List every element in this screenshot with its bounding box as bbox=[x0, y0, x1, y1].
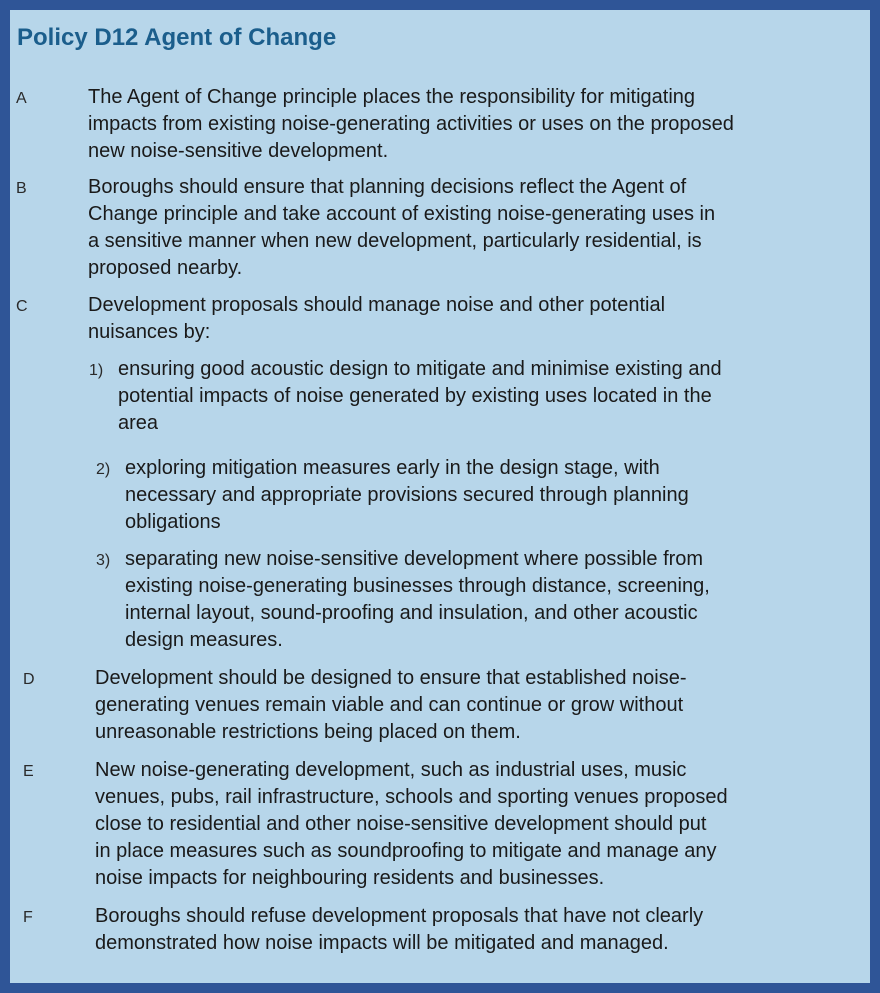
subitem-text bbox=[125, 455, 689, 536]
clause-text bbox=[88, 292, 665, 346]
text-line: design measures. bbox=[125, 629, 283, 651]
text-line: impacts from existing noise-generating activities or uses on the proposed bbox=[88, 113, 734, 135]
text-line: area bbox=[118, 412, 159, 434]
text-line: unreasonable restrictions being placed on them. bbox=[95, 721, 521, 743]
text-line: noise impacts for neighbouring residents and businesses. bbox=[95, 867, 605, 889]
text-line: New noise-generating development, such as industrial uses, music bbox=[95, 759, 687, 781]
subitem-text bbox=[118, 356, 722, 437]
clause-text bbox=[95, 665, 687, 746]
text-line: ensuring good acoustic design to mitigate and minimise existing and bbox=[118, 358, 722, 380]
text-line: Boroughs should refuse development proposals that have not clearly bbox=[95, 905, 704, 927]
text-line: exploring mitigation measures early in the design stage, with bbox=[125, 457, 660, 479]
clause-letter: C bbox=[16, 298, 28, 315]
policy-title: Policy D12 Agent of Change bbox=[17, 24, 337, 51]
text-line: potential impacts of noise generated by existing uses located in the bbox=[118, 385, 712, 407]
clause-letter: D bbox=[23, 671, 35, 688]
text-line: The Agent of Change principle places the responsibility for mitigating bbox=[88, 86, 696, 108]
clause-letter: E bbox=[23, 763, 34, 780]
text-line: Development proposals should manage noise and other potential bbox=[88, 294, 666, 316]
subitem-number: 2) bbox=[96, 461, 111, 478]
text-line: obligations bbox=[125, 511, 221, 533]
clause-text bbox=[95, 903, 703, 957]
subitem-number: 3) bbox=[96, 552, 111, 569]
text-line: in place measures such as soundproofing to mitigate and manage any bbox=[95, 840, 717, 862]
clause-letter: A bbox=[16, 90, 27, 107]
text-line: venues, pubs, rail infrastructure, schools and sporting venues proposed bbox=[95, 786, 728, 808]
clause-text bbox=[88, 84, 734, 165]
subitem-number: 1) bbox=[89, 362, 104, 379]
text-line: Boroughs should ensure that planning decisions reflect the Agent of bbox=[88, 176, 687, 198]
clause-text bbox=[88, 174, 715, 282]
text-line: nuisances by: bbox=[88, 321, 211, 343]
subitem-text bbox=[125, 546, 710, 654]
text-line: a sensitive manner when new development, particularly residential, is bbox=[88, 230, 702, 252]
text-line: generating venues remain viable and can continue or grow without bbox=[95, 694, 684, 716]
text-line: internal layout, sound-proofing and insulation, and other acoustic bbox=[125, 602, 698, 624]
clause-text bbox=[95, 757, 728, 892]
text-line: separating new noise-sensitive development where possible from bbox=[125, 548, 704, 570]
policy-panel bbox=[10, 10, 870, 983]
text-line: Change principle and take account of existing noise-generating uses in bbox=[88, 203, 716, 225]
text-line: close to residential and other noise-sensitive development should put bbox=[95, 813, 707, 835]
text-line: new noise-sensitive development. bbox=[88, 140, 389, 162]
text-line: proposed nearby. bbox=[88, 257, 243, 279]
text-line: necessary and appropriate provisions secured through planning bbox=[125, 484, 689, 506]
clause-letter: B bbox=[16, 180, 27, 197]
text-line: Development should be designed to ensure that established noise- bbox=[95, 667, 687, 689]
clause-letter: F bbox=[23, 909, 33, 926]
text-line: demonstrated how noise impacts will be mitigated and managed. bbox=[95, 932, 669, 954]
text-line: existing noise-generating businesses through distance, screening, bbox=[125, 575, 710, 597]
